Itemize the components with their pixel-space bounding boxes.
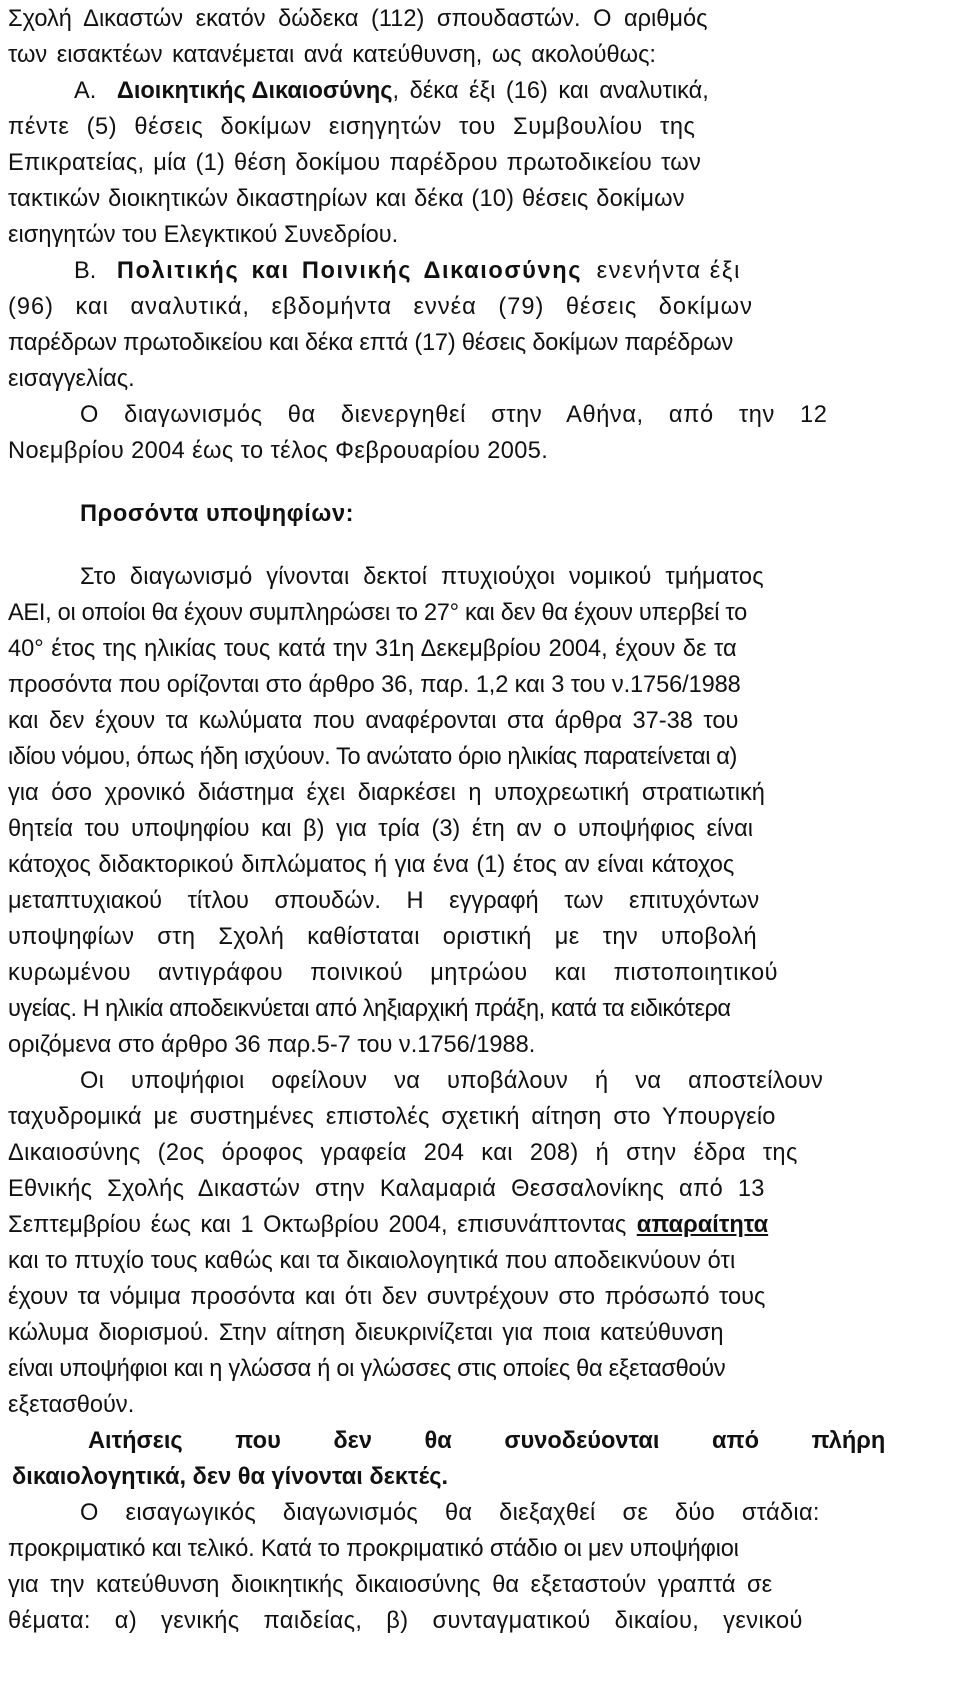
line-text: (96) και αναλυτικά, εβδομήντα εννέα (79) θέσεις δοκίμων [8,294,753,320]
text-line [8,1028,952,1062]
text-line [8,668,952,702]
line-text: Ο εισαγωγικός διαγωνισμός θα διεξαχθεί σε δύο στάδια: [80,1500,820,1526]
text-line [8,740,952,774]
line-text: εισηγητών του Ελεγκτικού Συνεδρίου. [8,222,399,248]
text-line [8,1100,952,1134]
text-line [8,110,952,144]
text-line [8,1352,952,1386]
line-text: , δέκα έξι (16) και αναλυτικά, [392,78,709,104]
line-text: Δικαιοσύνης (2ος όροφος γραφεία 204 και 208) ή στην έδρα της [8,1140,798,1166]
text-line [8,1316,952,1350]
text-line [8,1388,952,1422]
text-line [80,560,952,594]
text-line [8,1568,952,1602]
line-text: και δεν έχουν τα κωλύματα που αναφέρονται στα άρθρα 37-38 του [8,708,739,734]
text-line [8,1172,952,1206]
text-line [8,1244,952,1278]
line-text: 40° έτος της ηλικίας τους κατά την 31η Δεκεμβρίου 2004, έχουν δε τα [8,636,737,662]
line-text: υποψηφίων στη Σχολή καθίσταται οριστική με την υποβολή [8,924,757,950]
text-line [8,326,952,360]
line-text: τακτικών διοικητικών δικαστηρίων και δέκα (10) θέσεις δοκίμων [8,186,685,212]
text-line [80,1496,952,1530]
section-heading: Διοικητικής Δικαιοσύνης [116,78,393,104]
text-line [8,848,952,882]
text-line [8,218,952,252]
line-text: ταχυδρομικά με συστημένες επιστολές σχετική αίτηση στο Υπουργείο [8,1104,776,1130]
text-line [8,596,952,630]
line-text [8,1644,181,1670]
line-text: κάτοχος διδακτορικού διπλώματος ή για ένα (1) έτος αν είναι κάτοχος [8,852,735,878]
subsection-heading: Προσόντα υποψηφίων: [80,501,355,527]
text-line [8,1136,952,1170]
text-line [8,2,952,36]
line-text: των εισακτέων κατανέμεται ανά κατεύθυνση, ως ακολούθως: [8,42,656,68]
text-line [8,362,952,396]
section-label: Β. [74,258,97,284]
line-text: υγείας. Η ηλικία αποδεικνύεται από ληξιαρχική πράξη, κατά τα ειδικότερα [8,996,731,1022]
section-heading: Πολιτικής και Ποινικής Δικαιοσύνης [116,258,583,284]
text-line [8,920,952,954]
line-text: για όσο χρονικό διάστημα έχει διαρκέσει η υποχρεωτική στρατιωτική [8,780,765,806]
text-line [8,290,952,324]
line-text: ΑΕΙ, οι οποίοι θα έχουν συμπληρώσει το 27° και δεν θα έχουν υπερβεί το [8,600,747,626]
line-text: παρέδρων πρωτοδικείου και δέκα επτά (17) θέσεις δοκίμων παρέδρων [8,330,734,356]
line-text: θητεία του υποψηφίου και β) για τρία (3) έτη αν ο υποψήφιος είναι [8,816,753,842]
text-line [8,776,952,810]
line-text: εξετασθούν. [8,1392,135,1418]
line-text: ενενήντα έξι [596,258,741,284]
line-text: ιδίου νόμου, όπως ήδη ισχύουν. Το ανώτατο όριο ηλικίας παρατείνεται α) [8,744,737,770]
text-line [8,992,952,1026]
line-text: και το πτυχίο τους καθώς και τα δικαιολογητικά που αποδεικνύουν ότι [8,1248,736,1274]
notice-text: Αιτήσεις που δεν θα συνοδεύονται από πλήρη [88,1428,886,1454]
text-line [8,38,952,72]
text-line [8,884,952,918]
text-line [74,74,952,108]
line-text: πέντε (5) θέσεις δοκίμων εισηγητών του Συμβουλίου της [8,114,696,140]
line-text: κυρωμένου αντιγράφου ποινικού μητρώου και πιστοποιητικού [8,960,778,986]
line-text: Οι υποψήφιοι οφείλουν να υποβάλουν ή να αποστείλουν [80,1068,824,1094]
line-text: εισαγγελίας. [8,366,135,392]
text-line [8,1280,952,1314]
line-text: θέματα: α) γενικής παιδείας, β) συνταγματικού δικαίου, γενικού [8,1608,803,1634]
text-line [88,1424,952,1458]
notice-text: δικαιολογητικά, δεν θα γίνονται δεκτές. [12,1464,449,1490]
text-line [8,1532,952,1566]
line-text: είναι υποψήφιοι και η γλώσσα ή οι γλώσσες στις οποίες θα εξετασθούν [8,1356,726,1382]
line-text: έχουν τα νόμιμα προσόντα και ότι δεν συντρέχουν στο πρόσωπό τους [8,1284,766,1310]
line-text: Ο διαγωνισμός θα διενεργηθεί στην Αθήνα, από την 12 [80,402,828,428]
text-line [8,434,952,468]
text-line [80,398,952,432]
line-text: προκριματικό και τελικό. Κατά το προκριματικό στάδιο οι μεν υποψήφιοι [8,1536,739,1562]
line-text: Εθνικής Σχολής Δικαστών στην Καλαμαριά Θεσσαλονίκης από 13 [8,1176,765,1202]
line-text: Στο διαγωνισμό γίνονται δεκτοί πτυχιούχοι νομικού τμήματος [80,564,764,590]
text-line [8,1604,952,1638]
line-text: οριζόμενα στο άρθρο 36 παρ.5-7 του ν.1756/1988. [8,1032,536,1058]
text-line [8,146,952,180]
text-line [8,956,952,990]
line-text: Επικρατείας, μία (1) θέση δοκίμου παρέδρου πρωτοδικείου των [8,150,702,176]
text-line [80,1064,952,1098]
text-line [8,182,952,216]
line-text: για την κατεύθυνση διοικητικής δικαιοσύνης θα εξεταστούν γραπτά σε [8,1572,773,1598]
text-line [8,632,952,666]
line-text: μεταπτυχιακού τίτλου σπουδών. Η εγγραφή των επιτυχόντων [8,888,760,914]
text-line [74,254,952,288]
text-line [8,1460,952,1494]
text-line [80,497,952,531]
text-line [8,812,952,846]
section-label: Α. [74,78,97,104]
emphasis-underlined: απαραίτητα [636,1212,769,1238]
line-text: Σχολή Δικαστών εκατόν δώδεκα (112) σπουδαστών. Ο αριθμός [8,6,708,32]
line-text: Νοεμβρίου 2004 έως το τέλος Φεβρουαρίου 2005. [8,438,549,464]
line-text: Σεπτεμβρίου έως και 1 Οκτωβρίου 2004, επισυνάπτοντας [8,1212,627,1238]
line-text: κώλυμα διορισμού. Στην αίτηση διευκρινίζεται για ποια κατεύθυνση [8,1320,724,1346]
line-text: προσόντα που ορίζονται στο άρθρο 36, παρ. 1,2 και 3 του ν.1756/1988 [8,672,741,698]
text-line [8,704,952,738]
text-line [8,1208,952,1242]
